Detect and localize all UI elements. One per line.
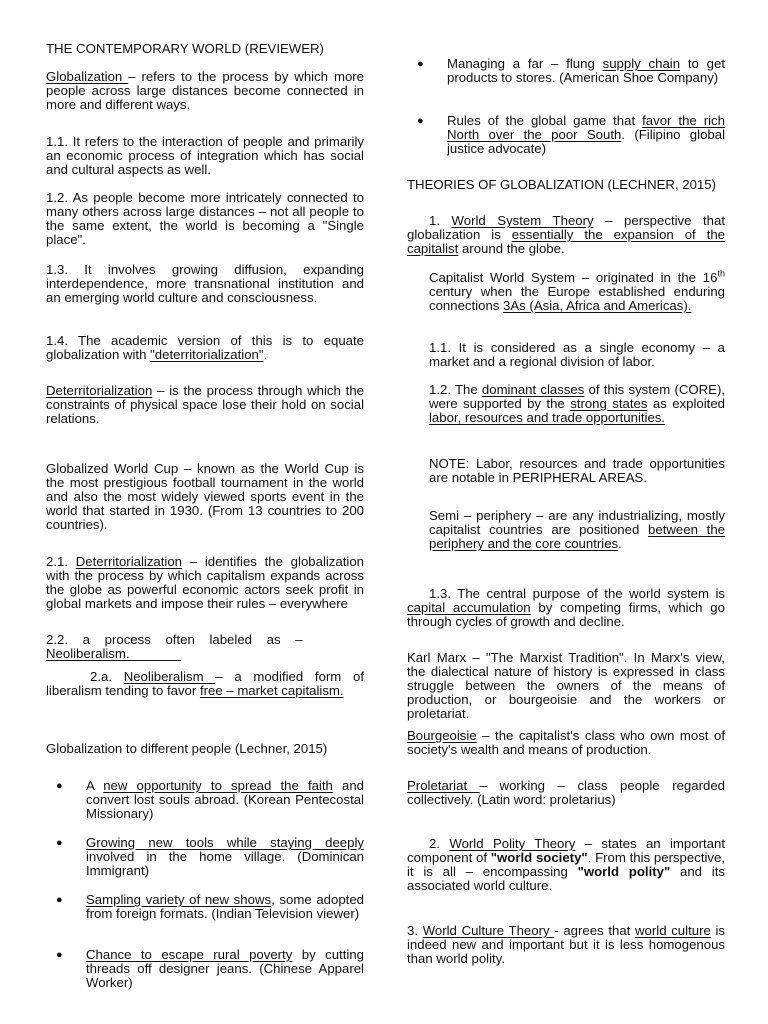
point-2-1: 2.1. Deterritorialization – identifies the globalization with the process by which capitalism expands across the globe as powerful economic actors seek profit in global markets and impose their rules – everywhere <box>46 554 364 611</box>
semi-periphery: Semi – periphery – are any industrializing, mostly capitalist countries are positioned between the periphery and the core countries. <box>429 508 725 551</box>
note-peripheral: NOTE: Labor, resources and trade opportunities are notable in PERIPHERAL AREAS. <box>429 456 725 485</box>
point-1-4: 1.4. The academic version of this is to equate globalization with "deterritorialization". <box>46 333 364 362</box>
bullet-justice-advocate: ● Rules of the global game that favor the rich North over the poor South. (Filipino global justice advocate) <box>417 113 725 156</box>
bullet-shoe-company: ● Managing a far – flung supply chain to get products to stores. (American Shoe Company) <box>417 56 725 85</box>
point-1-2-right: 1.2. The dominant classes of this system (CORE), were supported by the strong states as exploited labor, resources and trade opportunities. <box>429 382 726 425</box>
world-polity-theory: 2. World Polity Theory – states an important component of "world society". From this perspective, it is all – encompassing "world polity" and its associated world culture. <box>407 836 726 893</box>
world-system-theory: 1. World System Theory – perspective that globalization is essentially the expansion of the capitalist around the globe. <box>407 213 726 256</box>
proletariat-definition: Proletariat – working – class people regarded collectively. (Latin word: proletarius) <box>407 778 725 807</box>
bourgeoisie-definition: Bourgeoisie – the capitalist's class who own most of society's wealth and means of production. <box>407 728 725 757</box>
point-1-1-right: 1.1. It is considered as a single economy – a market and a regional division of labor. <box>429 340 725 369</box>
world-cup-paragraph: Globalized World Cup – known as the World Cup is the most prestigious football tournament in the world and also the most widely viewed sports event in the world that started in 1930. (From 13 countries to 200 countries). <box>46 461 364 532</box>
bullet-icon: ● <box>56 949 63 961</box>
point-1-1: 1.1. It refers to the interaction of people and primarily an economic process of integration which has social and cultural aspects as well. <box>46 134 364 177</box>
globalization-definition: Globalization – refers to the process by which more people across large distances become connected in more and different ways. <box>46 69 365 112</box>
bullet-tv-viewer: ● Sampling variety of new shows, some adopted from foreign formats. (Indian Television viewer) <box>56 892 364 921</box>
term-globalization: Globalization <box>46 69 129 84</box>
globalization-people-heading: Globalization to different people (Lechner, 2015) <box>46 741 328 756</box>
deterritorialization-definition: Deterritorialization – is the process through which the constraints of physical space lose their hold on social relations. <box>46 383 364 426</box>
point-2-2: 2.2. a process often labeled as – Neoliberalism. <box>46 632 303 661</box>
bullet-apparel-worker: ● Chance to escape rural poverty by cutting threads off designer jeans. (Chinese Apparel Worker) <box>56 947 364 990</box>
world-culture-theory: 3. World Culture Theory - agrees that world culture is indeed new and important but it is less homogenous than world polity. <box>407 923 726 966</box>
bullet-missionary: ● A new opportunity to spread the faith and convert lost souls abroad. (Korean Pentecostal Missionary) <box>56 778 365 821</box>
bullet-icon: ● <box>56 894 63 906</box>
page-title: THE CONTEMPORARY WORLD (REVIEWER) <box>46 41 324 56</box>
bullet-icon: ● <box>56 837 63 849</box>
bullet-icon: ● <box>417 58 424 70</box>
term-deterritorialization: Deterritorialization <box>46 383 153 398</box>
point-2-a: 2.a. Neoliberalism – a modified form of liberalism tending to favor free – market capitalism. <box>46 669 364 698</box>
bullet-icon: ● <box>56 780 63 792</box>
capitalist-world-system: Capitalist World System – originated in the 16th century when the Europe established enduring connections 3As (Asia, Africa and Americas). <box>429 268 725 313</box>
bullet-icon: ● <box>417 115 424 127</box>
point-1-2: 1.2. As people become more intricately connected to many others across large distances – not all people to the same extent, the world is becoming a "Single place". <box>46 190 364 247</box>
theories-heading: THEORIES OF GLOBALIZATION (LECHNER, 2015) <box>407 177 716 192</box>
point-1-3: 1.3. It involves growing diffusion, expanding interdependence, more transnational institution and an emerging world culture and consciousness. <box>46 262 364 305</box>
karl-marx-paragraph: Karl Marx – "The Marxist Tradition". In Marx's view, the dialectical nature of history is expressed in class struggle between the owners of the means of production, or bourgeoisie and the workers or proletariat. <box>407 650 725 721</box>
point-1-3-right: 1.3. The central purpose of the world system is capital accumulation by competing firms, which go through cycles of growth and decline. <box>407 586 725 629</box>
bullet-immigrant: ● Growing new tools while staying deeply involved in the home village. (Dominican Immigrant) <box>56 835 364 878</box>
